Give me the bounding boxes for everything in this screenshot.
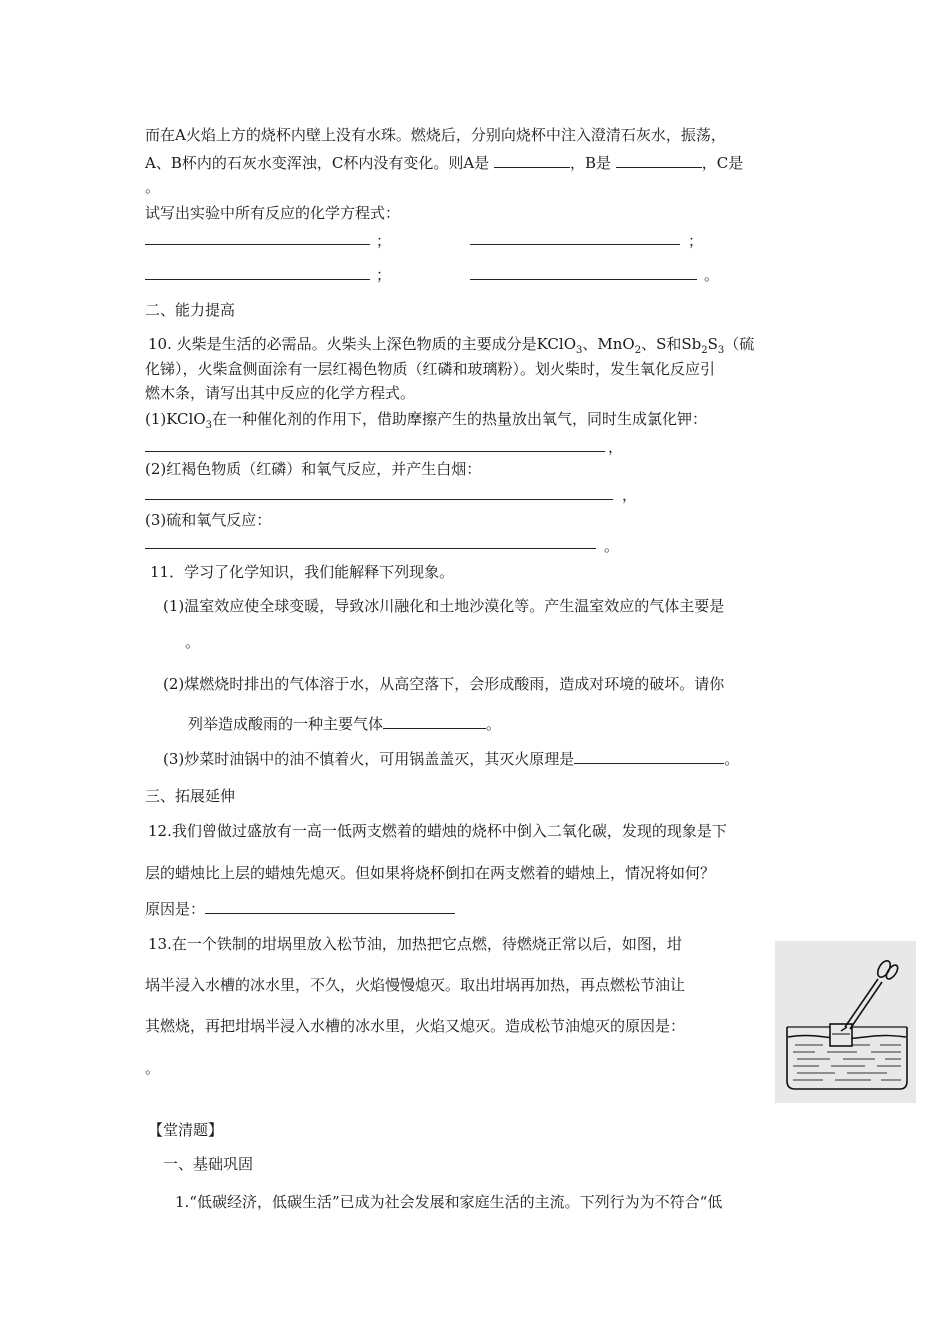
q11-sub1-end: 。 — [185, 633, 201, 651]
q9-line2-b: ，B是 — [569, 154, 611, 172]
q9-sep1: ； — [376, 232, 392, 250]
q9-equation-blank-2[interactable] — [470, 244, 680, 245]
q10-sub2: (2)红褐色物质（红磷）和氧气反应，并产生白烟： — [145, 460, 482, 478]
q13-line4: 。 — [145, 1059, 161, 1077]
q9-line2-a: A、B杯内的石灰水变浑浊，C杯内没有变化。则A是 — [145, 154, 490, 172]
q10-answer-blank-2[interactable] — [145, 499, 613, 500]
q10-answer-blank-1[interactable] — [145, 451, 605, 452]
q9-line4: 试写出实验中所有反应的化学方程式： — [145, 204, 401, 222]
q11-sub2: (2)煤燃烧时排出的气体溶于水，从高空落下，会形成酸雨，造成对环境的破坏。请你 — [163, 675, 725, 693]
q9-equation-blank-1[interactable] — [145, 244, 370, 245]
q11-acid-rain-gas-blank[interactable] — [383, 714, 486, 729]
q9-line3: 。 — [145, 178, 161, 196]
q12-line1: 12.我们曾做过盛放有一高一低两支燃着的蜡烛的烧杯中倒入二氧化碳，发现的现象是下 — [148, 822, 727, 840]
section2-title: 二、能力提高 — [145, 301, 236, 319]
q10-sub3: (3)硫和氧气反应： — [145, 511, 272, 529]
q11-sub3: (3)炒菜时油锅中的油不慎着火，可用锅盖盖灭，其灭火原理是 。 — [163, 750, 740, 768]
q9-equation-blank-4[interactable] — [470, 279, 697, 280]
q12-line2: 层的蜡烛比上层的蜡烛先熄灭。但如果将烧杯倒扣在两支燃着的蜡烛上，情况将如何？ — [145, 864, 716, 882]
section3-title: 三、拓展延伸 — [145, 787, 236, 805]
q13-line1: 13.在一个铁制的坩埚里放入松节油，加热把它点燃，待燃烧正常以后，如图，坩 — [148, 935, 682, 953]
q10-line1: 10. 火柴是生活的必需品。火柴头上深色物质的主要成分是KClO$_3$、MnO$_2$、S和$Sb_2S_3$（硫 — [148, 335, 755, 356]
q13-line3: 其燃烧，再把坩埚半浸入水槽的冰水里，火焰又熄灭。造成松节油熄灭的原因是： — [145, 1017, 686, 1035]
q10-line2: 化锑），火柴盒侧面涂有一层红褐色物质（红磷和玻璃粉）。划火柴时，发生氧化反应引 — [145, 360, 716, 378]
q9-sep3: ； — [376, 266, 392, 284]
q11-extinguish-principle-blank[interactable] — [574, 749, 724, 764]
q10-answer-blank-3[interactable] — [145, 548, 596, 549]
q10-sep1: ， — [608, 438, 624, 456]
q9-answer-b-blank[interactable] — [616, 153, 702, 168]
q9-equation-blank-3[interactable] — [145, 279, 370, 280]
q9-line2-c: ，C是 — [701, 154, 744, 172]
q12-reason-blank[interactable] — [205, 899, 455, 914]
q9-end: 。 — [704, 266, 720, 284]
q12-line3: 原因是： — [145, 898, 455, 920]
q9-answer-a-blank[interactable] — [494, 153, 570, 168]
q9-line2 — [145, 152, 743, 174]
class-section-title: 【堂清题】 — [148, 1121, 224, 1139]
crucible-water-trough-figure — [775, 941, 916, 1103]
q10-line3: 燃木条，请写出其中反应的化学方程式。 — [145, 384, 416, 402]
q13-line2: 埚半浸入水槽的冰水里，不久，火焰慢慢熄灭。取出坩埚再加热，再点燃松节油让 — [145, 976, 686, 994]
q10-end: 。 — [604, 537, 620, 555]
q10-sub1: (1)KClO$_3$在一种催化剂的作用下，借助摩擦产生的热量放出氧气，同时生成氯化钾： — [145, 410, 708, 431]
q11-sub1: (1)温室效应使全球变暖，导致冰川融化和土地沙漠化等。产生温室效应的气体主要是 — [163, 597, 725, 615]
q9-line1: 而在A火焰上方的烧杯内壁上没有水珠。燃烧后，分别向烧杯中注入澄清石灰水，振荡， — [145, 126, 726, 144]
q10-sep2: ， — [622, 486, 638, 504]
q11-sub2-line2: 列举造成酸雨的一种主要气体 。 — [188, 715, 502, 733]
q11-title: 11．学习了化学知识，我们能解释下列现象。 — [150, 563, 455, 581]
class-section-subtitle: 一、基础巩固 — [163, 1155, 254, 1173]
class-q1: 1.“低碳经济，低碳生活”已成为社会发展和家庭生活的主流。下列行为为不符合“低 — [175, 1193, 723, 1211]
q9-sep2: ； — [688, 232, 704, 250]
